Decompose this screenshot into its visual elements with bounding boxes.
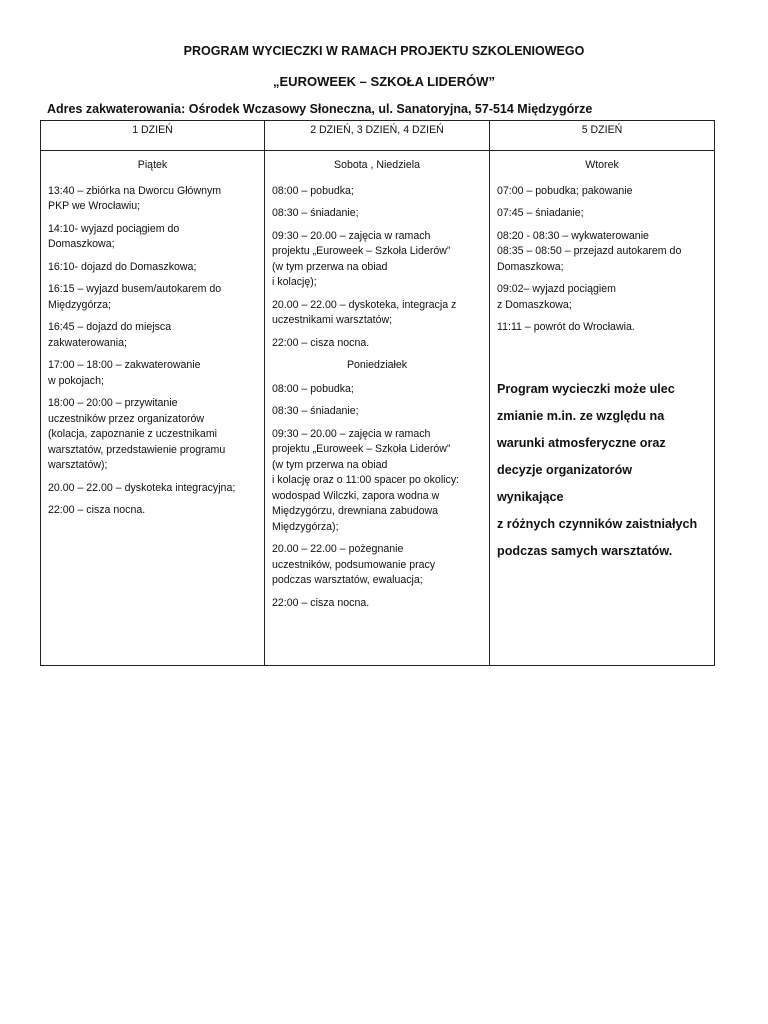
day5-cell [490,151,715,666]
schedule-entry: 07:45 – śniadanie; [497,207,584,219]
schedule-entry: 22:00 – cisza nocna. [272,336,370,349]
document-title: PROGRAM WYCIECZKI W RAMACH PROJEKTU SZKOLENIOWEGO [183,44,585,58]
schedule-entry: 22:00 – cisza nocna. [272,596,370,609]
day1-name: Piątek [137,159,168,171]
day2-name: Sobota , Niedziela [334,159,420,171]
day5-name: Wtorek [585,159,619,171]
days2-4-cell [265,151,490,666]
schedule-entry: 08:00 – pobudka; [272,382,354,395]
schedule-entry: 16:10- dojazd do Domaszkowa; [48,260,197,273]
schedule-entry: 08:30 – śniadanie; [272,405,359,417]
day1-cell [41,151,265,666]
schedule-entry: 09:30 – 20.00 – zajęcia w ramach projektu „Euroweek – Szkoła Liderów” (w tym przerwa na obiad i kolację oraz o 11:00 spacer po okolicy: wodospad Wilczki, zapora wodna w Międzygórzu, drewniana zabudowa Międzygórza); [272,427,460,533]
schedule-entry: 08:30 – śniadanie; [272,207,359,219]
schedule-entry: 20.00 – 22.00 – dyskoteka integracyjna; [48,481,236,494]
schedule-entry: 14:10- wyjazd pociągiem do Domaszkowa; [48,222,180,250]
schedule-entry: 08:00 – pobudka; [272,184,354,197]
table-body-row [41,151,715,666]
schedule-entry: 09:30 – 20.00 – zajęcia w ramach projektu „Euroweek – Szkoła Liderów” (w tym przerwa na obiad i kolację); [272,229,451,288]
schedule-entry: 13:40 – zbiórka na Dworcu Głównym PKP we Wrocławiu; [48,184,222,212]
schedule-entry: 09:02– wyjazd pociągiem z Domaszkowa; [497,283,616,311]
schedule-entry: 20.00 – 22.00 – pożegnanie uczestników, podsumowanie pracy podczas warsztatów, ewaluacja; [272,543,436,586]
day4-name: Poniedziałek [346,359,408,371]
schedule-entry: 16:15 – wyjazd busem/autokarem do Międzygórza; [48,283,222,311]
column-header-day5: 5 DZIEŃ [490,121,715,151]
schedule-entry: 17:00 – 18:00 – zakwaterowanie w pokojach; [48,359,201,387]
document-subtitle: „EUROWEEK – SZKOŁA LIDERÓW” [273,74,495,89]
schedule-entry: 07:00 – pobudka; pakowanie [497,184,633,197]
schedule-entry: 16:45 – dojazd do miejsca zakwaterowania; [48,321,172,349]
table-header-row [41,121,715,151]
program-table [40,120,715,666]
schedule-entry: 11:11 – powrót do Wrocławia. [497,321,635,333]
column-header-days2-4: 2 DZIEŃ, 3 DZIEŃ, 4 DZIEŃ [265,121,490,151]
program-change-note: Program wycieczki może ulec zmianie m.in. ze względu na warunki atmosferyczne oraz decyzje organizatorów wynikające z różnych czynników zaistniałych podczas samych warsztatów. [497,381,698,558]
schedule-entry: 22:00 – cisza nocna. [48,504,146,516]
accommodation-address: Adres zakwaterowania: Ośrodek Wczasowy Słoneczna, ul. Sanatoryjna, 57-514 Międzygórze [47,102,593,116]
schedule-entry: 20.00 – 22.00 – dyskoteka, integracja z uczestnikami warsztatów; [272,298,457,326]
schedule-entry: 18:00 – 20:00 – przywitanie uczestników przez organizatorów (kolacja, zapoznanie z uczestnikami warsztatów, przedstawienie programu warsztatów); [48,397,226,471]
schedule-entry: 08:20 - 08:30 – wykwaterowanie 08:35 – 08:50 – przejazd autokarem do Domaszkowa; [497,229,682,273]
column-header-day1: 1 DZIEŃ [41,121,265,151]
